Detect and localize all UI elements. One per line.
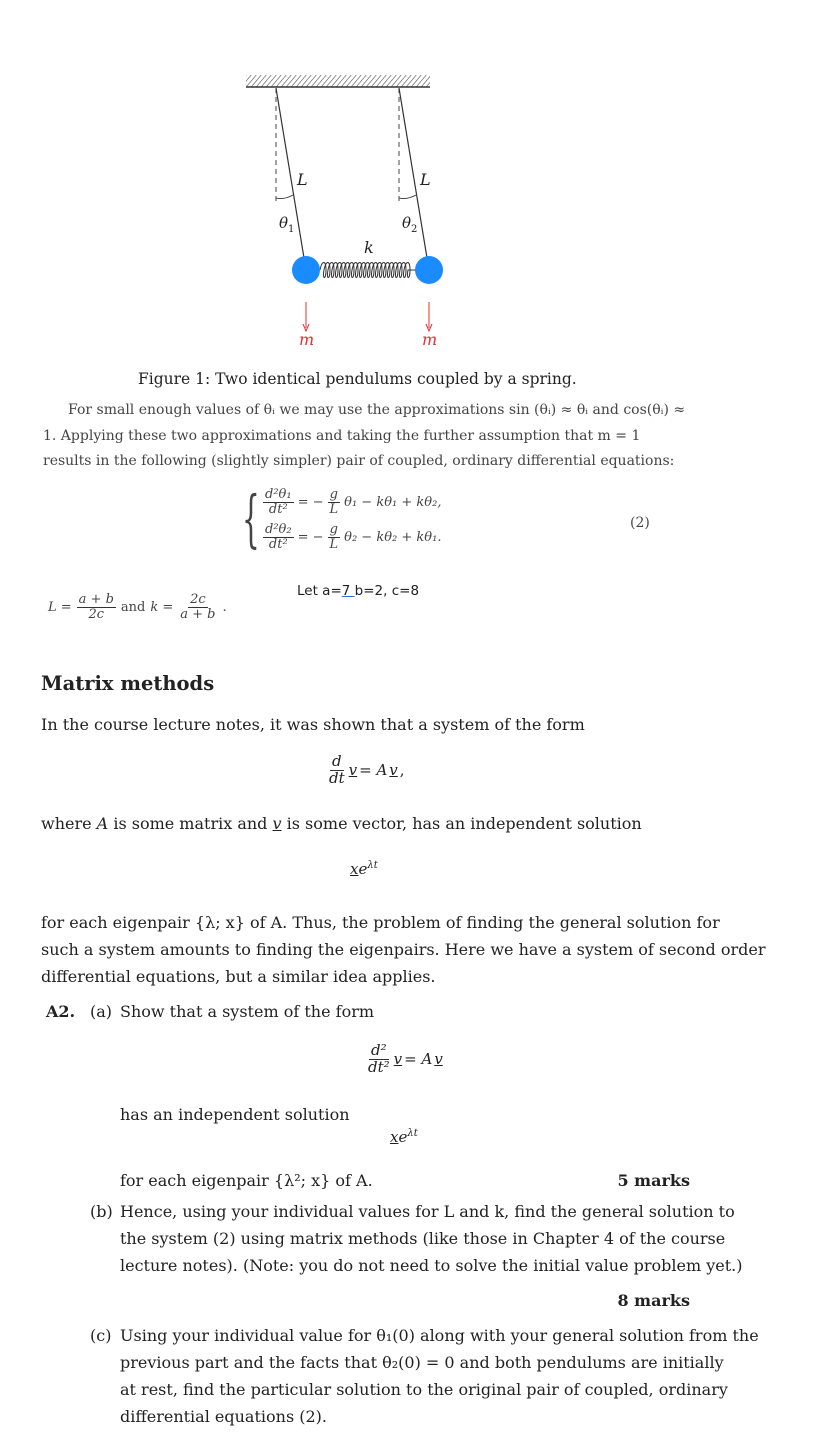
value-a[interactable]: 7 [341, 583, 355, 599]
part-b-text: Hence, using your individual values for L and k, find the general solution to the system (2) using matrix methods (like those in Chapter 4 of the course lecture notes). (Note: you do not need to solve the initial value problem yet.) [120, 1202, 743, 1275]
figure-label-theta1: $\theta_1$ [279, 214, 295, 235]
part-c-text: Using your individual value for θ₁(0) along with your general solution from the previous part and the facts that θ₂(0) = 0 and both pendulums are initially at rest, find the particular solution to the original pair of coupled, ordinary differential equations (2). [120, 1326, 759, 1426]
intro-line-1: For small enough values of θᵢ we may use the approximations sin (θᵢ) ≈ θᵢ and cos(θᵢ) ≈ [68, 402, 686, 418]
pendulum-figure [230, 70, 470, 360]
figure-label-theta2: $\theta_2$ [402, 214, 418, 235]
equation-second-order: $\frac{\text{d²}}{\text{dt²}}$ v = A v [368, 1041, 443, 1076]
solution-expression-1: $xe^{\lambda t}$ [350, 860, 378, 878]
section-title: Matrix methods [41, 672, 215, 695]
paragraph-2: where A is some matrix and v is some vector, has an independent solution [41, 814, 642, 833]
equation-2-brace: { [242, 482, 260, 555]
question-label: A2. [46, 1002, 76, 1021]
paragraph-3-line-2: such a system amounts to finding the eigenpairs. Here we have a system of second order [41, 940, 766, 959]
figure-caption: Figure 1: Two identical pendulums coupled by a spring. [138, 370, 577, 388]
part-a-marks: 5 marks [617, 1171, 690, 1190]
solution-expression-2: $xe^{\lambda t}$ [390, 1128, 418, 1146]
intro-line-2: 1. Applying these two approximations and taking the further assumption that m = 1 [43, 427, 641, 444]
spring [320, 263, 416, 278]
part-a-text-2: has an independent solution [120, 1105, 350, 1124]
intro-line-3: results in the following (slightly simpler) pair of coupled, ordinary differential equations: [43, 453, 675, 469]
figure-label-m2: m [422, 330, 438, 349]
part-a-text: Show that a system of the form [120, 1002, 375, 1021]
let-values-line: Let a=7 b=2, c=8 [297, 583, 420, 599]
angle-arc-1 [276, 195, 293, 199]
equation-2-number: (2) [630, 515, 650, 531]
mass-2 [415, 256, 443, 284]
part-c-label: (c) [90, 1326, 112, 1345]
part-a-label: (a) [90, 1002, 113, 1021]
paragraph-3-line-3: differential equations, but a similar idea applies. [41, 967, 436, 986]
figure-label-m1: m [299, 330, 315, 349]
ceiling [246, 75, 430, 87]
intro-paragraph [43, 398, 686, 475]
equation-first-order: $\frac{d}{dt}$ v = A v , [329, 752, 405, 787]
figure-label-k: k [364, 238, 374, 257]
equation-2-line-2: $\frac{\text{d²θ₂}}{\text{dt²}}$ = − $\frac{g}{L}$ θ₂ − kθ₂ + kθ₁. [265, 522, 442, 552]
figure-label-L2: L [420, 170, 431, 189]
part-a-text-3: for each eigenpair {λ²; x} of A. [120, 1171, 373, 1190]
figure-label-L1: L [297, 170, 308, 189]
mass-1 [292, 256, 320, 284]
L-k-definitions: L = $\frac{a + b}{2c}$ and k = $\frac{2c}{a + b}$ . [48, 592, 227, 622]
part-b-label: (b) [90, 1202, 113, 1221]
angle-arc-2 [399, 195, 416, 199]
equation-2-line-1: $\frac{\text{d²θ₁}}{\text{dt²}}$ = − $\frac{g}{L}$ θ₁ − kθ₁ + kθ₂, [265, 487, 442, 517]
paragraph-1: In the course lecture notes, it was shown that a system of the form [41, 715, 585, 734]
part-b-marks: 8 marks [617, 1291, 690, 1310]
paragraph-3 [41, 909, 766, 990]
paragraph-3-line-1: for each eigenpair {λ; x} of A. Thus, the problem of finding the general solution for [41, 913, 720, 932]
